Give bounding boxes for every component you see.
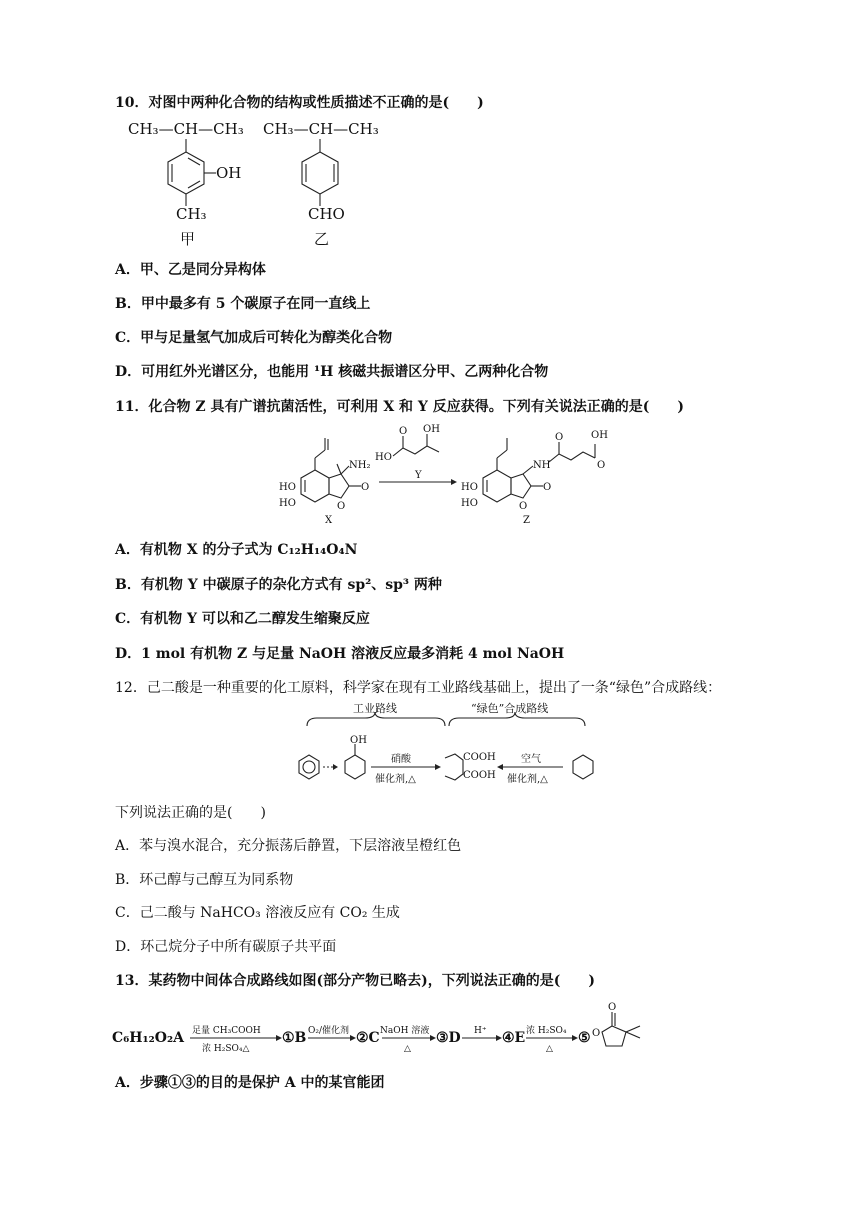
step5-number: ⑤ [578,1030,591,1046]
catalyst-label-2: 催化剂,△ [507,774,548,785]
x-ho-lower: HO [279,498,296,509]
z-nh: NH [533,460,551,471]
y-o: O [399,426,408,437]
adipic-acid-chain [445,754,463,780]
q12-option-a: A．苯与溴水混合，充分振荡后静置，下层溶液呈橙红色 [115,838,462,854]
jia-ch3: CH₃ [176,205,207,223]
z-amide-o: O [555,432,564,443]
z-furanone-ring [511,474,531,498]
y-ho: HO [375,452,392,463]
q10-stem: 10．对图中两种化合物的结构或性质描述不正确的是( ) [115,95,484,111]
arrow-head [451,479,457,485]
q10-option-b: B．甲中最多有 5 个碳原子在同一直线上 [115,296,371,312]
x-bond [341,466,349,474]
yi-top-chain: CH₃—CH—CH₃ [263,120,379,138]
jia-top-chain: CH₃—CH—CH₃ [128,120,244,138]
start-compound: C₆H₁₂O₂A [112,1030,184,1046]
q11-option-a: A．有机物 X 的分子式为 C₁₂H₁₄O₄N [115,542,358,558]
y-label: Y [415,470,422,481]
step3-reagent: NaOH 溶液 [380,1026,430,1036]
product-e: ④E [502,1030,526,1046]
yi-ring [302,152,338,194]
industrial-label: 工业路线 [353,702,397,715]
z-label: Z [523,515,530,526]
y-oh: OH [423,424,440,435]
catalyst-label-1: 催化剂,△ [375,774,416,785]
z-ho-upper: HO [461,482,478,493]
lactone-carbonyl-o: O [608,1002,617,1013]
yi-cho: CHO [308,205,345,223]
lactone-structure [592,1002,640,1046]
step3-condition: △ [404,1044,411,1054]
q10-option-d: D．可用红外光谱区分，也能用 ¹H 核磁共振谱区分甲、乙两种化合物 [115,364,549,380]
x-propenyl [315,450,325,458]
q13-route-diagram [112,996,652,1056]
z-chain [549,452,595,462]
q10-structures [120,112,400,252]
molecule-z [461,430,608,526]
cyclohexane-ring [573,755,593,779]
arrow-head [497,764,503,770]
y-chain [393,446,439,456]
q10-option-c: C．甲与足量氢气加成后可转化为醇类化合物 [115,330,393,346]
jia-benzene-ring [168,152,204,194]
step5-reagent: 浓 H₂SO₄ [526,1026,567,1036]
step1-condition: 浓 H₂SO₄△ [202,1044,250,1054]
lactone-methyl [626,1026,640,1032]
lactone-ring-o: O [592,1028,601,1039]
arrow-head [333,764,338,770]
step4-reagent: H⁺ [474,1026,487,1036]
q11-option-c: C．有机物 Y 可以和乙二醇发生缩聚反应 [115,611,370,627]
yi-name: 乙 [314,230,330,248]
benzene-aromatic [303,761,315,773]
green-label: “绿色”合成路线 [471,702,549,715]
q12-route-diagram [295,700,615,792]
air-label: 空气 [521,754,541,765]
cooh-lower: COOH [463,770,496,781]
x-label: X [325,515,333,526]
cyclohexanol-oh: OH [350,735,367,746]
product-d: ③D [436,1030,461,1046]
q12-stem: 12．己二酸是一种重要的化工原料，科学家在现有工业路线基础上，提出了一条“绿色”合成路线： [115,680,722,696]
z-ho-lower: HO [461,498,478,509]
x-ho-upper: HO [279,482,296,493]
cooh-upper: COOH [463,752,496,763]
q11-stem: 11．化合物 Z 具有广谱抗菌活性，可利用 X 和 Y 反应获得。下列有关说法正确的是( ) [115,399,685,415]
z-propenyl [497,450,507,458]
benzene-ring [299,755,319,779]
q11-option-b: B．有机物 Y 中碳原子的杂化方式有 sp²、sp³ 两种 [115,577,442,593]
q12-option-b: B．环己醇与己醇互为同系物 [115,872,294,888]
step5-condition: △ [546,1044,553,1054]
jia-oh: OH [216,164,242,182]
q13-stem: 13．某药物中间体合成路线如图(部分产物已略去)，下列说法正确的是( ) [115,973,595,989]
cyclohexanol-ring [345,755,365,779]
z-carbonyl-o: O [543,482,552,493]
x-ring-o: O [337,501,346,512]
q13-option-a: A．步骤①③的目的是保护 A 中的某官能团 [115,1075,385,1091]
jia-name: 甲 [180,230,196,248]
lactone-ring [602,1026,626,1046]
x-nh2: NH₂ [349,460,371,471]
q11-option-d: D．1 mol 有机物 Z 与足量 NaOH 溶液反应最多消耗 4 mol NaOH [115,646,565,662]
x-methyl [337,464,341,474]
q12-option-d: D．环己烷分子中所有碳原子共平面 [115,939,337,955]
z-ring-o: O [519,501,528,512]
nitric-label: 硝酸 [391,754,411,765]
product-b: ①B [282,1030,307,1046]
step1-reagent: 足量 CH₃COOH [192,1026,261,1036]
x-carbonyl-o: O [361,482,370,493]
z-oh: OH [591,430,608,441]
q12-stem2: 下列说法正确的是( ) [115,805,266,821]
q12-option-c: C．己二酸与 NaHCO₃ 溶液反应有 CO₂ 生成 [115,905,400,921]
molecule-x [279,438,370,526]
z-acid-o: O [597,460,606,471]
molecule-jia [128,120,244,248]
q11-reaction-scheme [275,420,625,528]
arrow-head [435,764,441,770]
z-bond [523,466,533,474]
step2-reagent: O₂/催化剂 [308,1026,350,1036]
lactone-methyl [626,1032,640,1038]
molecule-y [375,424,440,481]
product-c: ②C [356,1030,380,1046]
q10-option-a: A．甲、乙是同分异构体 [115,262,266,278]
molecule-yi [263,120,379,248]
x-furanone-ring [329,474,349,498]
